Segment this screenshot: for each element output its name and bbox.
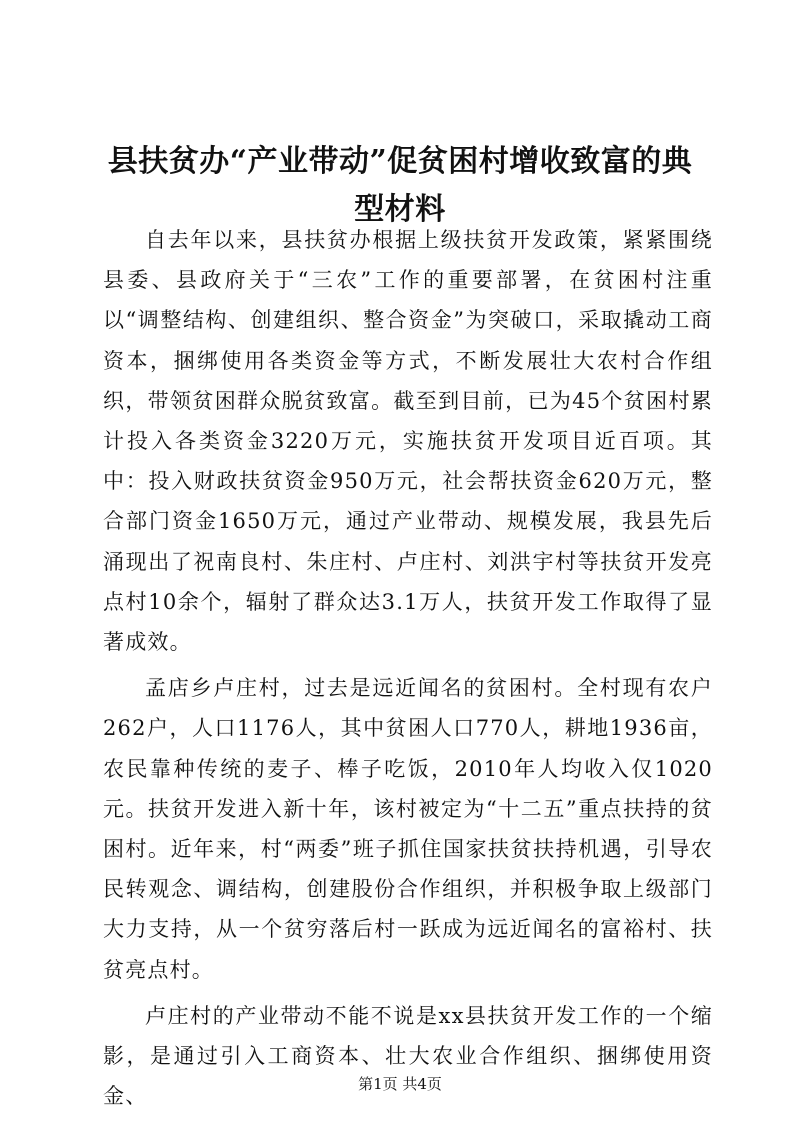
paragraph-3: 卢庄村的产业带动不能不说是xx县扶贫开发工作的一个缩影，是通过引入工商资本、壮大农业合作组织、捆绑使用资金、: [103, 1003, 713, 1109]
page-number-footer: 第1页 共4页: [358, 1075, 442, 1093]
document-body: [103, 220, 713, 1122]
document-title: 县扶贫办“产业带动”促贫困村增收致富的典型材料: [107, 144, 693, 227]
paragraph-2: 孟店乡卢庄村，过去是远近闻名的贫困村。全村现有农户262户，人口1176人，其中贫困人口770人，耕地1936亩，农民靠种传统的麦子、棒子吃饭，2010年人均收入仅1020元。扶贫开发进入新十年，该村被定为“十二五”重点扶持的贫困村。近年来，村“两委”班子抓住国家扶贫扶持机遇，引导农民转观念、调结构，创建股份合作组织，并积极争取上级部门大力支持，从一个贫穷落后村一跃成为远近闻名的富裕村、扶贫亮点村。: [103, 676, 713, 982]
paragraph-1: 自去年以来，县扶贫办根据上级扶贫开发政策，紧紧围绕县委、县政府关于“三农”工作的重要部署，在贫困村注重以“调整结构、创建组织、整合资金”为突破口，采取撬动工商资本，捆绑使用各类资金等方式，不断发展壮大农村合作组织，带领贫困群众脱贫致富。截至到目前，已为45个贫困村累计投入各类资金3220万元，实施扶贫开发项目近百项。其中：投入财政扶贫资金950万元，社会帮扶资金620万元，整合部门资金1650万元，通过产业带动、规模发展，我县先后涌现出了祝南良村、朱庄村、卢庄村、刘洪宇村等扶贫开发亮点村10余个，辐射了群众达3.1万人，扶贫开发工作取得了显著成效。: [103, 228, 713, 655]
